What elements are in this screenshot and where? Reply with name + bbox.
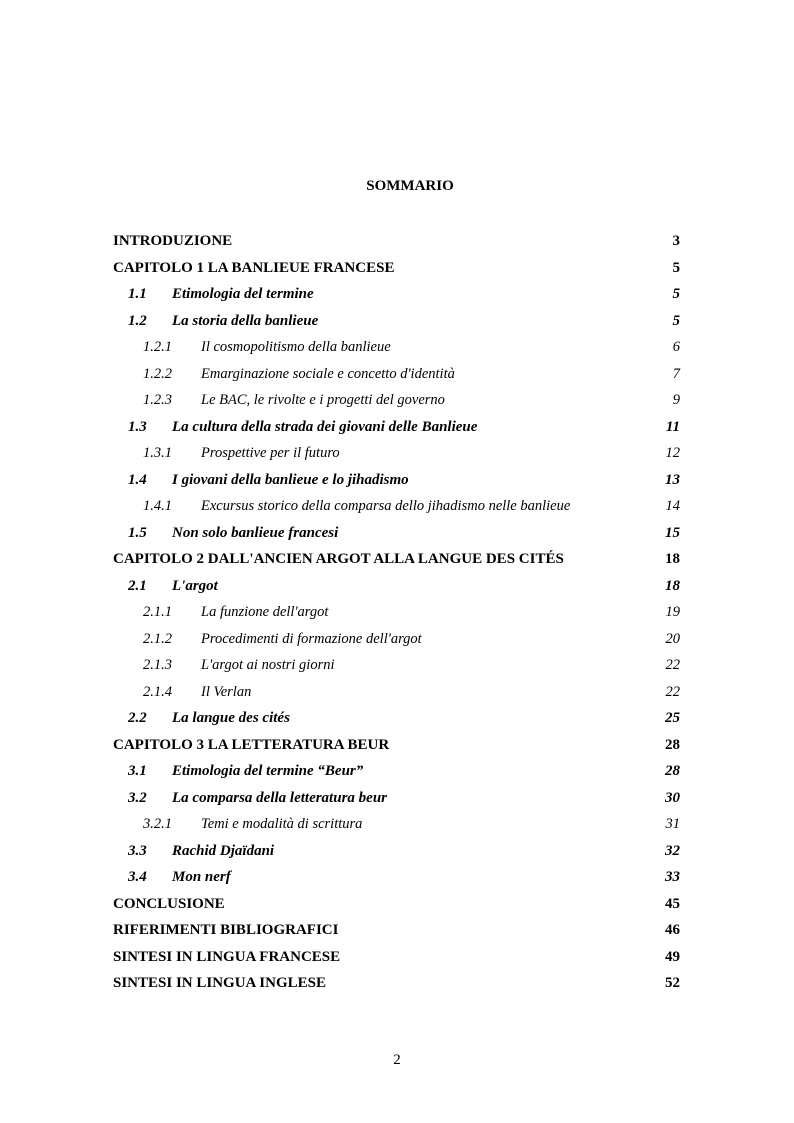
toc-entry-page: 5: [672, 312, 680, 329]
toc-entry-page: 6: [672, 339, 680, 355]
toc-entry-page: 5: [672, 286, 680, 302]
toc-chapter-entry: [113, 970, 680, 997]
toc-entry-number: 1.2: [128, 312, 147, 329]
toc-entry-number: 2.1: [128, 577, 147, 594]
toc-subsection-entry: [113, 811, 680, 838]
toc-entry-label: Il cosmopolitismo della banlieue: [201, 339, 391, 355]
toc-entry-label: La funzione dell'argot: [201, 604, 329, 620]
toc-entry-page: 11: [665, 418, 680, 435]
toc-entry-label: La cultura della strada dei giovani delle Banlieue: [172, 418, 478, 435]
toc-entry-number: 2.1.4: [143, 683, 172, 700]
toc-chapter-entry: [113, 732, 680, 759]
toc-entry-label: La langue des cités: [172, 710, 290, 726]
toc-entry-page: 18: [665, 551, 680, 567]
toc-entry-label: La storia della banlieue: [172, 312, 319, 329]
toc-entry-page: 14: [665, 498, 680, 514]
toc-entry-number: 2.1.2: [143, 630, 172, 647]
page-number: 2: [393, 1052, 401, 1068]
toc-chapter-entry: [113, 944, 680, 971]
table-of-contents: [113, 228, 680, 997]
toc-entry-number: 1.2.2: [143, 365, 172, 382]
toc-entry-page: 7: [672, 365, 680, 382]
toc-entry-number: 3.2: [128, 789, 147, 806]
toc-chapter-entry: [113, 917, 680, 944]
toc-section-entry: [113, 467, 680, 494]
toc-entry-label: Etimologia del termine: [172, 286, 314, 302]
toc-entry-page: 3: [672, 233, 680, 249]
toc-entry-page: 15: [665, 524, 680, 541]
toc-entry-label: Emarginazione sociale e concetto d'identità: [201, 365, 455, 382]
toc-chapter-entry: [113, 228, 680, 255]
toc-entry-label: CAPITOLO 1 LA BANLIEUE FRANCESE: [113, 259, 395, 276]
toc-entry-page: 9: [672, 392, 680, 408]
toc-entry-label: Prospettive per il futuro: [201, 445, 340, 461]
toc-subsection-entry: [113, 334, 680, 361]
toc-entry-page: 22: [665, 657, 680, 673]
toc-entry-page: 32: [665, 842, 680, 859]
toc-entry-number: 1.4.1: [143, 498, 172, 514]
toc-entry-number: 3.3: [128, 842, 147, 859]
toc-entry-label: SINTESI IN LINGUA INGLESE: [113, 975, 326, 991]
toc-entry-label: CAPITOLO 2 DALL'ANCIEN ARGOT ALLA LANGUE DES CITÉS: [113, 551, 564, 567]
toc-entry-number: 1.5: [128, 524, 147, 541]
toc-chapter-entry: [113, 255, 680, 282]
toc-entry-page: 19: [665, 604, 680, 620]
toc-entry-label: Non solo banlieue francesi: [172, 524, 339, 541]
toc-title: SOMMARIO: [366, 178, 454, 194]
toc-entry-page: 18: [665, 577, 680, 594]
toc-entry-page: 46: [665, 922, 680, 938]
toc-section-entry: [113, 758, 680, 785]
toc-entry-page: 12: [665, 445, 680, 461]
toc-subsection-entry: [113, 652, 680, 679]
toc-entry-number: 2.2: [128, 710, 147, 726]
toc-entry-number: 1.2.3: [143, 392, 172, 408]
toc-entry-label: CONCLUSIONE: [113, 895, 225, 912]
toc-entry-page: 28: [665, 736, 680, 753]
toc-entry-page: 31: [665, 816, 680, 832]
toc-section-entry: [113, 864, 680, 891]
toc-entry-page: 33: [665, 869, 680, 885]
toc-entry-number: 2.1.1: [143, 604, 172, 620]
toc-entry-label: Temi e modalità di scrittura: [201, 816, 363, 832]
toc-entry-label: Etimologia del termine “Beur”: [172, 763, 364, 779]
toc-entry-number: 1.1: [128, 286, 147, 302]
toc-entry-number: 3.2.1: [143, 816, 172, 832]
toc-entry-page: 49: [665, 948, 680, 965]
toc-entry-number: 3.4: [128, 869, 147, 885]
toc-entry-page: 45: [665, 895, 680, 912]
toc-section-entry: [113, 573, 680, 600]
toc-entry-label: L'argot: [172, 577, 218, 594]
toc-entry-number: 1.3.1: [143, 445, 172, 461]
toc-entry-page: 52: [665, 975, 680, 991]
toc-entry-page: 13: [665, 471, 680, 488]
toc-entry-number: 3.1: [128, 763, 147, 779]
toc-entry-number: 1.2.1: [143, 339, 172, 355]
toc-subsection-entry: [113, 387, 680, 414]
toc-entry-label: Procedimenti di formazione dell'argot: [201, 630, 422, 647]
toc-subsection-entry: [113, 679, 680, 706]
toc-section-entry: [113, 785, 680, 812]
toc-entry-number: 1.4: [128, 471, 147, 488]
toc-entry-label: INTRODUZIONE: [113, 233, 233, 249]
toc-entry-page: 30: [665, 789, 680, 806]
toc-section-entry: [113, 838, 680, 865]
toc-section-entry: [113, 414, 680, 441]
toc-entry-page: 22: [665, 683, 680, 700]
toc-entry-label: L'argot ai nostri giorni: [201, 657, 335, 673]
toc-chapter-entry: [113, 546, 680, 573]
toc-entry-label: Il Verlan: [201, 683, 252, 700]
toc-entry-page: 20: [665, 630, 680, 647]
toc-entry-page: 25: [665, 710, 680, 726]
toc-entry-label: La comparsa della letteratura beur: [172, 789, 387, 806]
toc-entry-label: SINTESI IN LINGUA FRANCESE: [113, 948, 341, 965]
toc-entry-label: Rachid Djaïdani: [172, 842, 275, 859]
toc-entry-label: I giovani della banlieue e lo jihadismo: [172, 471, 409, 488]
toc-entry-number: 2.1.3: [143, 657, 172, 673]
toc-subsection-entry: [113, 361, 680, 388]
toc-section-entry: [113, 308, 680, 335]
toc-section-entry: [113, 705, 680, 732]
toc-section-entry: [113, 520, 680, 547]
toc-subsection-entry: [113, 440, 680, 467]
toc-section-entry: [113, 281, 680, 308]
toc-entry-label: RIFERIMENTI BIBLIOGRAFICI: [113, 922, 339, 938]
toc-entry-page: 5: [672, 259, 680, 276]
toc-subsection-entry: [113, 599, 680, 626]
toc-entry-page: 28: [665, 763, 680, 779]
toc-chapter-entry: [113, 891, 680, 918]
toc-entry-label: Mon nerf: [172, 869, 231, 885]
toc-subsection-entry: [113, 493, 680, 520]
toc-entry-label: Le BAC, le rivolte e i progetti del governo: [201, 392, 445, 408]
toc-entry-label: Excursus storico della comparsa dello jihadismo nelle banlieue: [201, 498, 571, 514]
toc-entry-number: 1.3: [128, 418, 147, 435]
toc-entry-label: CAPITOLO 3 LA LETTERATURA BEUR: [113, 736, 390, 753]
toc-subsection-entry: [113, 626, 680, 653]
